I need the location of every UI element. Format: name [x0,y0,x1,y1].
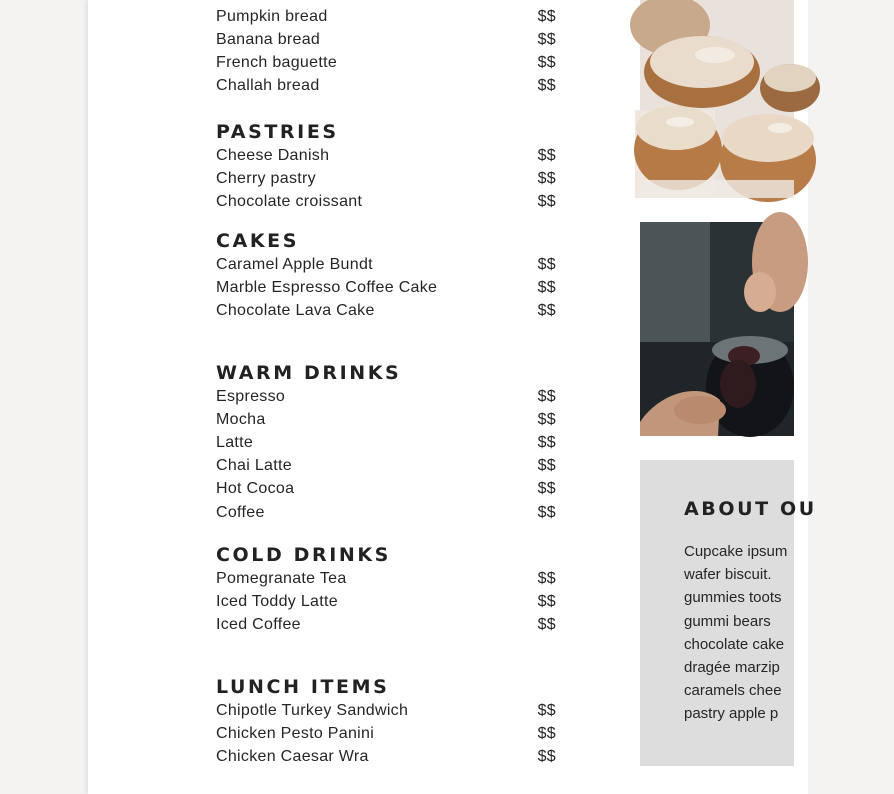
menu-item [216,567,556,590]
item-price: $$ [537,192,556,210]
menu-item [216,408,556,431]
item-name: Chai Latte [216,457,292,475]
item-price: $$ [537,592,556,610]
item-price: $$ [537,30,556,48]
item-list [216,253,556,323]
cupcakes-photo [640,0,794,198]
about-line: caramels chee [684,682,782,700]
warm-drinks-section [216,361,556,524]
menu-item [216,190,556,213]
item-price: $$ [537,53,556,71]
about-line: gummi bears [684,612,771,630]
item-price: $$ [537,77,556,95]
item-price: $$ [537,146,556,164]
menu-item [216,167,556,190]
cakes-section [216,229,556,323]
item-price: $$ [537,7,556,25]
item-price: $$ [537,480,556,498]
menu-item [216,745,556,768]
item-list [216,385,556,524]
item-name: French baguette [216,53,338,71]
item-name: Cheese Danish [216,146,330,164]
item-name: Challah bread [216,77,320,95]
pastries-section [216,120,556,214]
menu-item [216,385,556,408]
menu-item [216,253,556,276]
about-line: wafer biscuit. [684,566,772,584]
breads-section [216,5,556,98]
item-price: $$ [537,255,556,273]
item-name: Mocha [216,410,266,428]
item-list [216,699,556,769]
menu-item [216,722,556,745]
menu-item [216,699,556,722]
item-price: $$ [537,457,556,475]
item-name: Coffee [216,503,265,521]
item-price: $$ [537,569,556,587]
item-list [216,567,556,637]
item-price: $$ [537,169,556,187]
section-heading: PASTRIES [216,121,339,143]
item-price: $$ [537,433,556,451]
menu-item [216,51,556,74]
item-name: Latte [216,433,254,451]
about-line: pastry apple p [684,705,779,723]
item-price: $$ [537,301,556,319]
item-price: $$ [537,387,556,405]
item-price: $$ [537,410,556,428]
menu-item [216,276,556,299]
item-name: Marble Espresso Coffee Cake [216,278,438,296]
section-heading: LUNCH ITEMS [216,676,390,698]
about-body [684,540,894,726]
menu-item [216,590,556,613]
item-name: Pumpkin bread [216,7,328,25]
menu-item [216,144,556,167]
item-name: Hot Cocoa [216,480,295,498]
item-name: Chipotle Turkey Sandwich [216,701,409,719]
item-name: Chocolate Lava Cake [216,301,375,319]
item-list [216,5,556,98]
item-name: Caramel Apple Bundt [216,255,373,273]
menu-item [216,28,556,51]
about-line: Cupcake ipsum [684,543,788,560]
menu-item [216,299,556,322]
item-name: Espresso [216,387,286,405]
item-price: $$ [537,503,556,521]
item-price: $$ [537,278,556,296]
about-panel [640,460,817,766]
about-line: chocolate cake [684,635,785,653]
menu-item [216,478,556,501]
section-heading: COLD DRINKS [216,544,391,566]
iced-coffee-photo [640,222,794,436]
section-heading: WARM DRINKS [216,362,402,384]
cold-drinks-section [216,543,556,637]
menu-item [216,431,556,454]
item-name: Iced Toddy Latte [216,592,338,610]
item-list [216,144,556,214]
menu-item [216,613,556,636]
item-name: Iced Coffee [216,615,301,633]
menu-item [216,501,556,524]
item-price: $$ [537,701,556,719]
item-name: Pomegranate Tea [216,569,347,587]
about-line: gummies toots [684,589,782,607]
item-name: Chicken Caesar Wra [216,747,369,765]
item-name: Cherry pastry [216,169,316,187]
about-title: ABOUT OU [684,498,817,520]
item-name: Chocolate croissant [216,192,363,210]
item-price: $$ [537,724,556,742]
menu-item [216,455,556,478]
lunch-items-section [216,675,556,769]
item-name: Banana bread [216,30,321,48]
menu-item [216,75,556,98]
about-line: dragée marzip [684,659,780,677]
item-name: Chicken Pesto Panini [216,724,375,742]
section-heading: CAKES [216,230,300,252]
item-price: $$ [537,615,556,633]
item-price: $$ [537,747,556,765]
menu-item [216,5,556,28]
